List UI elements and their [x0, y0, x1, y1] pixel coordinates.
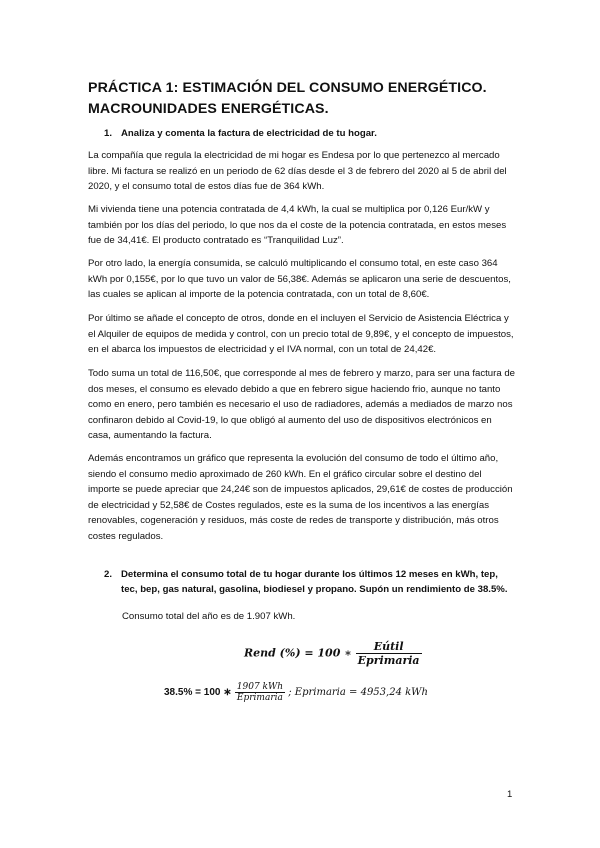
consumo-total-text: Consumo total del año es de 1.907 kWh. — [122, 611, 296, 622]
equation-fraction — [235, 682, 285, 703]
question-text: Determina el consumo total de tu hogar durante los últimos 12 meses en kWh, tep, tec, bep, gas natural, gasolina, biodiesel y propano. Supón un rendimiento de 38.5%. — [121, 569, 508, 595]
page-number: 1 — [507, 789, 513, 800]
paragraph-energia: Por otro lado, la energía consumida, se calculó multiplicando el consumo total, en este caso 364 kWh por 0,155€, por lo que tuvo un valor de 56,38€. Además se aplicaron una serie de descuentos, las cuales se aplican al importe de la potencia contratada, con un total de 8,60€. — [88, 258, 511, 301]
equation-numerator: 1907 kWh — [236, 682, 284, 692]
paragraph-grafico: Además encontramos un gráfico que representa la evolución del consumo de todo el último año, siendo el consumo medio aproximado de 260 kWh. En el gráfico circular sobre el destino del importe se puede apreciar que 24,24€ son de impuestos aplicados, 29,61€ de costes de producción de electricidad y 52,58€ de Costes regulados, este es la suma de los incentivos a las energías renovables, cogeneración y residuos, más coste de redes de transporte y distribución, más otros costes regulados. — [88, 453, 513, 542]
page-title: PRÁCTICA 1: ESTIMACIÓN DEL CONSUMO ENERGÉTICO. MACROUNIDADES ENERGÉTICAS. — [88, 80, 487, 117]
equation-denominator: Eprimaria — [235, 692, 285, 703]
paragraph-otros: Por último se añade el concepto de otros, donde en el incluyen el Servicio de Asistencia Eléctrica y el Alquiler de equipos de medida y control, con un precio total de 9,89€, y el concepto de impuestos, en el abarca los impuestos de electricidad y el IVA normal, con un total de 24,42€. — [88, 313, 514, 356]
equation-lhs: Rend (%) = 100 ∗ — [244, 646, 352, 660]
question-number: 2. — [104, 569, 113, 580]
equation-rendimiento — [244, 640, 422, 667]
equation-eprimaria — [164, 682, 428, 703]
equation-lhs: 38.5% = 100 ∗ — [164, 687, 232, 698]
equation-rhs: ; Eprimaria = 4953,24 kWh — [288, 687, 428, 698]
equation-numerator: Eútil — [373, 640, 404, 653]
question-text: Analiza y comenta la factura de electricidad de tu hogar. — [121, 128, 377, 139]
paragraph-potencia: Mi vivienda tiene una potencia contratada de 4,4 kWh, la cual se multiplica por 0,126 Eur/kW y también por los días del periodo, lo que nos da el coste de la potencia contratada, en estos meses fue de 34,41€. El producto contratado es “Tranquilidad Luz”. — [88, 204, 507, 247]
paragraph-company: La compañía que regula la electricidad de mi hogar es Endesa por lo que pertenezco al mercado libre. Mi factura se realizó en un periodo de 62 días desde el 3 de febrero del 2020 al 5 de abril del 2020, y el consumo total de estos días fue de 364 kWh. — [88, 150, 507, 193]
equation-fraction — [356, 640, 422, 667]
paragraph-total: Todo suma un total de 116,50€, que corresponde al mes de febrero y marzo, para ser una factura de dos meses, el consumo es elevado debido a que en febrero sigue haciendo frio, aunque no tanto como en enero, pero también es necesario el uso de radiadores, además a mediados de marzo nos confinaron debido al Covid-19, lo que obligó al aumento del uso de dispositivos electrónicos en casa, aumentando la factura. — [88, 368, 516, 442]
question-number: 1. — [104, 128, 113, 139]
equation-denominator: Eprimaria — [357, 654, 420, 667]
